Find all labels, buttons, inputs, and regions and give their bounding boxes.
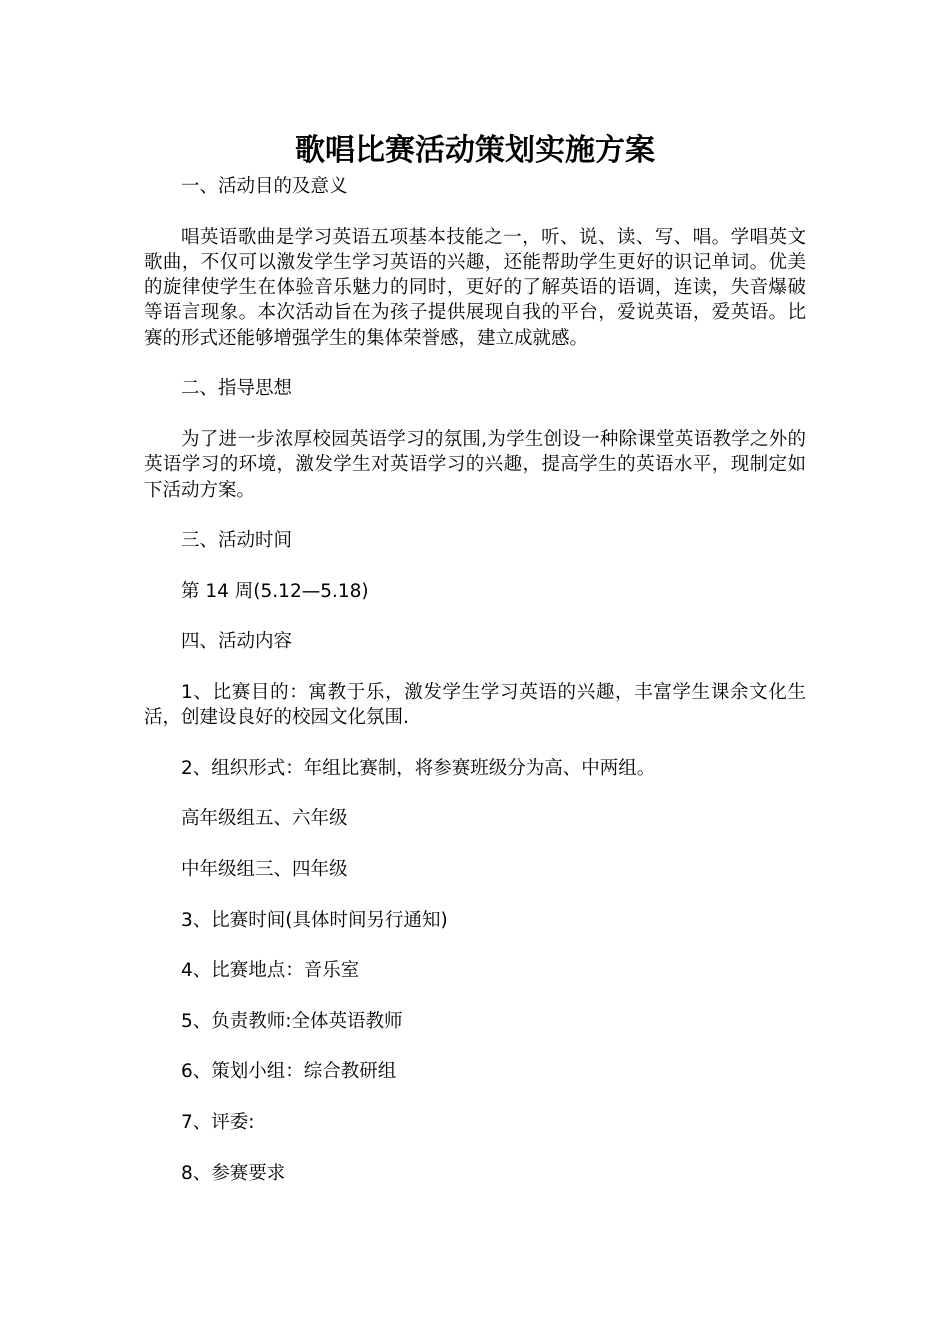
list-item-format: 2、组织形式：年组比赛制，将参赛班级分为高、中两组。: [181, 757, 656, 779]
list-item-judges: 7、评委:: [181, 1111, 255, 1133]
list-item-middle-group: 中年级组三、四年级: [181, 859, 348, 881]
list-item-planning-group: 6、策划小组：综合教研组: [181, 1061, 397, 1083]
list-item-venue: 4、比赛地点：音乐室: [181, 960, 360, 982]
list-item-requirements: 8、参赛要求: [181, 1162, 286, 1184]
list-item-goal: 1、比赛目的：寓教于乐，激发学生学习英语的兴趣，丰富学生课余文化生活，创建设良好的校园文化氛围.: [144, 681, 806, 729]
paragraph-guiding-idea: 为了进一步浓厚校园英语学习的氛围,为学生创设一种除课堂英语教学之外的英语学习的环境，激发学生对英语学习的兴趣，提高学生的英语水平，现制定如下活动方案。: [144, 428, 806, 501]
list-item-competition-time: 3、比赛时间(具体时间另行通知): [181, 909, 448, 931]
paragraph-purpose: 唱英语歌曲是学习英语五项基本技能之一，听、说、读、写、唱。学唱英文歌曲，不仅可以激发学生学习英语的兴趣，还能帮助学生更好的识记单词。优美的旋律使学生在体验音乐魅力的同时，更好的了解英语的语调，连读，失音爆破等语言现象。本次活动旨在为孩子提供展现自我的平台，爱说英语，爱英语。比赛的形式还能够增强学生的集体荣誉感，建立成就感。: [144, 226, 806, 349]
section-heading-time: 三、活动时间: [181, 530, 293, 552]
paragraph-time: 第 14 周(5.12—5.18): [181, 580, 369, 602]
document-title: 歌唱比赛活动策划实施方案: [295, 133, 655, 168]
list-item-senior-group: 高年级组五、六年级: [181, 808, 348, 830]
section-heading-content: 四、活动内容: [181, 631, 293, 653]
section-heading-guiding-idea: 二、指导思想: [181, 378, 293, 400]
section-heading-purpose: 一、活动目的及意义: [181, 176, 348, 197]
document-body: [144, 174, 806, 1186]
list-item-teachers: 5、负责教师:全体英语教师: [181, 1010, 403, 1032]
